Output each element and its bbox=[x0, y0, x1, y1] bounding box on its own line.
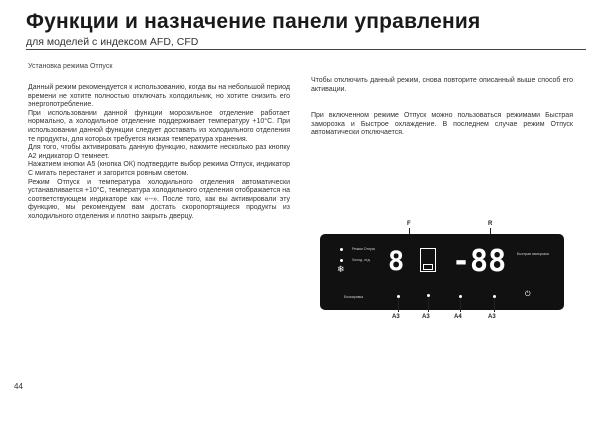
label-vacation: Режим Отпуск bbox=[352, 247, 375, 251]
button-a3-mid[interactable] bbox=[427, 294, 430, 297]
header-divider bbox=[26, 49, 586, 50]
marker-r: R bbox=[488, 221, 493, 227]
paragraph: При использовании данной функции морозильное отделение работает нормально, а холодильное отделение поддерживает температуру +10°С. При использовании данной функции следует доставать из холодильного отделения те продукты, для которых требуется низкая температура хранения. bbox=[28, 109, 290, 143]
callout-line bbox=[460, 298, 461, 312]
page-number: 44 bbox=[14, 382, 23, 391]
callout-line bbox=[398, 298, 399, 312]
snowflake-icon: ❄ bbox=[337, 264, 345, 274]
section-title: Установка режима Отпуск bbox=[28, 63, 113, 70]
page-title: Функции и назначение панели управления bbox=[26, 10, 481, 33]
paragraph: Нажатием кнопки А5 (кнопка ОК) подтвердите выбор режима Отпуск, индикатор С мигать перестанет и загорится ровным светом. bbox=[28, 161, 290, 177]
paragraph: При включенном режиме Отпуск можно пользоваться режимами Быстрая заморозка и Быстрое охлаждение. В последнем случае режим Отпуск автоматически отключается. bbox=[311, 112, 573, 137]
callout-a3: A3 bbox=[392, 314, 400, 320]
marker-f: F bbox=[407, 221, 411, 227]
freezer-temp-digits: -88 bbox=[452, 244, 507, 279]
callout-a4: A4 bbox=[454, 314, 462, 320]
callout-line bbox=[494, 298, 495, 312]
indicator-dot bbox=[340, 259, 343, 262]
power-icon[interactable]: ⏻ bbox=[525, 291, 531, 298]
paragraph: Для того, чтобы активировать данную функцию, нажмите несколько раз кнопку А2 индикатор О темнеет. bbox=[28, 144, 290, 160]
mode-icon-inner bbox=[423, 264, 433, 270]
label-quick-freeze: Быстрая заморозка bbox=[517, 252, 549, 256]
indicator-dot bbox=[340, 248, 343, 251]
right-column bbox=[311, 77, 573, 138]
label-fridge: Холод. отд. bbox=[352, 258, 371, 262]
control-panel bbox=[320, 234, 564, 310]
paragraph: Чтобы отключить данный режим, снова повторите описанный выше способ его активации. bbox=[311, 77, 573, 93]
page-subtitle: для моделей с индексом AFD, CFD bbox=[26, 36, 199, 48]
label-lock: Блокировка bbox=[344, 295, 364, 299]
paragraph: Данный режим рекомендуется к использованию, когда вы на небольшой период времени не хотите полностью отключать холодильник, но хотите снизить его энергопотребление. bbox=[28, 84, 290, 109]
paragraph: Режим Отпуск и температура холодильного отделения автоматически устанавливается +10°С, температура холодильного отделения отображается на соответствующем индикаторе как «--». После того, как вы активировали эту функцию, мы рекомендуем вам достать скоропортящиеся продукты из холодильного отделения и плотно закрыть дверцу. bbox=[28, 178, 290, 220]
left-column bbox=[28, 84, 290, 222]
fridge-temp-digit: 8 bbox=[388, 246, 405, 277]
callout-a3: A3 bbox=[488, 314, 496, 320]
callout-a3: A3 bbox=[422, 314, 430, 320]
callout-line bbox=[428, 298, 429, 312]
